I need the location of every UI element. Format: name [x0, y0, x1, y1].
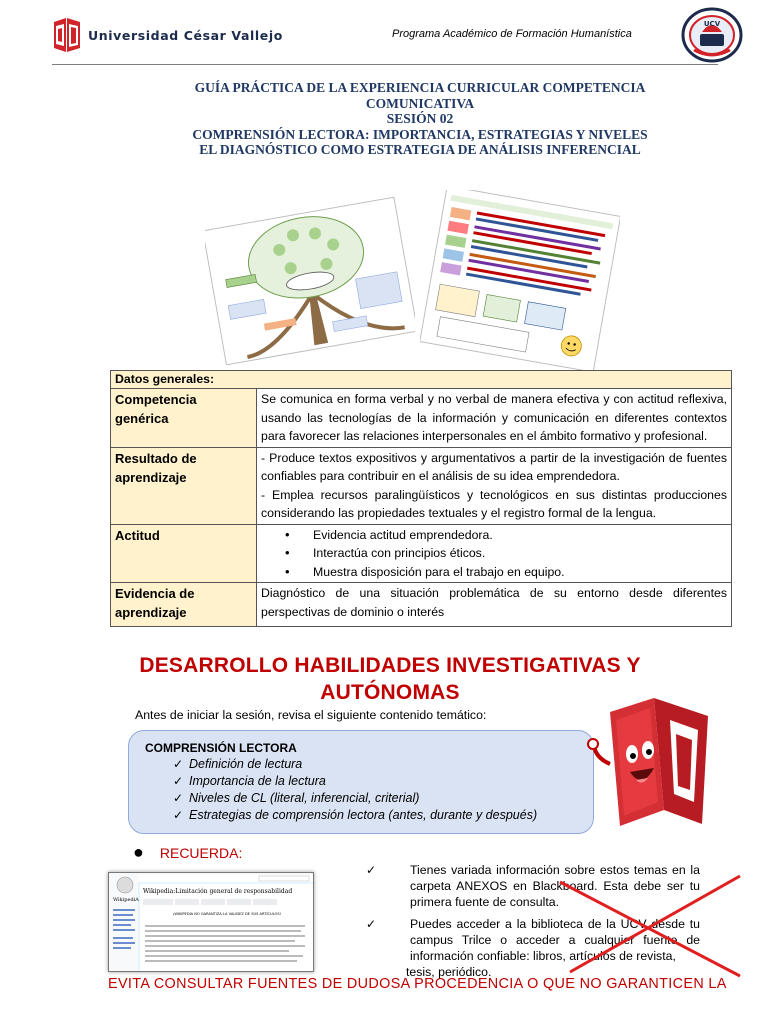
general-data-table: [110, 370, 732, 627]
tip-text-tail: tesis, periódico.: [406, 965, 492, 979]
evidencia-value: Diagnóstico de una situación problemática de su entorno desde diferentes perspectivas de dominio o interés: [257, 583, 732, 627]
remember-label: [133, 842, 242, 863]
competencia-value: Se comunica en forma verbal y no verbal de manera efectiva y con actitud reflexiva, usando las tecnologías de la información y comunicación en diferentes contextos para favorecer las relaciones interpersonales en el ámbito formativo y profesional.: [257, 389, 732, 448]
competencia-label: Competencia genérica: [111, 389, 257, 448]
topics-list: [145, 756, 577, 824]
remember-text: RECUERDA:: [159, 844, 243, 861]
svg-text:WikipediA: WikipediA: [113, 897, 139, 903]
title-topic: COMPRENSIÓN LECTORA: IMPORTANCIA, ESTRATEGIAS Y NIVELES: [192, 126, 648, 142]
title-line-1: GUÍA PRÁCTICA DE LA EXPERIENCIA CURRICULAR COMPETENCIA: [194, 80, 646, 95]
book-mascot-icon: [580, 694, 720, 834]
evidencia-label: Evidencia de aprendizaje: [111, 583, 257, 627]
topics-title: COMPRENSIÓN LECTORA: [145, 741, 297, 755]
list-item: • Evidencia actitud emprendedora.: [285, 526, 727, 545]
list-item: • Muestra disposición para el trabajo en equipo.: [285, 563, 727, 582]
list-item: • Interactúa con principios éticos.: [285, 544, 727, 563]
resultado-item-2: - Emplea recursos paralingüísticos y tecnológicos en sus distintas producciones considerando las propiedades textuales y el registro formal de la lengua.: [261, 487, 727, 520]
actitud-value: [257, 524, 732, 583]
wikipedia-screenshot: [108, 872, 314, 972]
actitud-list: [261, 526, 727, 582]
tree-diagram-illustration: [205, 195, 415, 365]
table-header: Datos generales:: [111, 371, 732, 389]
cross-out-icon: [550, 872, 750, 982]
header-divider: [52, 64, 718, 65]
tip-text: Puedes acceder a la biblioteca de la UCV desde tu campus Trilce o acceder a cualquier fuente de información confiable: libros, artículos de revista,: [410, 917, 700, 963]
tip-text: Tienes variada información sobre estos temas en la carpeta ANEXOS en Blackboard. Esta debe ser tu primera fuente de consulta.: [410, 863, 700, 909]
table-row: [111, 389, 732, 448]
bullet-icon: ●: [133, 842, 144, 862]
section-title-line-1: DESARROLLO HABILIDADES INVESTIGATIVAS Y: [139, 654, 641, 677]
ucv-logo-icon: [52, 18, 82, 52]
title-subtopic: EL DIAGNÓSTICO COMO ESTRATEGIA DE ANÁLISIS INFERENCIAL: [199, 142, 641, 157]
program-name: Programa Académico de Formación Humanística: [392, 28, 632, 40]
list-item: ✓ Estrategias de comprensión lectora (antes, durante y después): [175, 807, 577, 824]
checkmark-icon: ✓: [366, 917, 377, 931]
document-titles: [100, 80, 740, 158]
list-item: ✓ Importancia de la lectura: [175, 773, 577, 790]
page-header: [0, 0, 768, 70]
svg-text:UCV: UCV: [703, 20, 721, 28]
ucv-seal-icon: [680, 6, 744, 64]
university-name: Universidad César Vallejo: [88, 27, 283, 43]
svg-text:Wikipedia:Limitación general d: Wikipedia:Limitación general de responsabilidad: [143, 888, 293, 895]
list-item: ✓ Definición de lectura: [175, 756, 577, 773]
actitud-label: Actitud: [111, 524, 257, 583]
table-row: [111, 524, 732, 583]
topics-box: [128, 730, 594, 834]
table-row: [111, 447, 732, 524]
resultado-value: [257, 447, 732, 524]
university-logo: [52, 18, 283, 52]
intro-text: Antes de iniciar la sesión, revisa el siguiente contenido temático:: [135, 708, 487, 722]
svg-text:¡WIKIPEDIA NO GARANTIZA LA VAL: ¡WIKIPEDIA NO GARANTIZA LA VALIDEZ DE SUS ARTÍCULOS!: [172, 912, 282, 916]
title-line-2: COMUNICATIVA: [365, 95, 475, 111]
reading-strategies-illustration: [420, 190, 620, 370]
section-title-line-2: AUTÓNOMAS: [320, 681, 460, 704]
table-row: [111, 583, 732, 627]
resultado-label: Resultado de aprendizaje: [111, 447, 257, 524]
list-item: ✓ Niveles de CL (literal, inferencial, criterial): [175, 790, 577, 807]
resultado-item-1: - Produce textos expositivos y argumentativos a partir de la investigación de fuentes confiables para contribuir en el análisis de su idea emprendedora.: [261, 450, 727, 483]
checkmark-icon: ✓: [366, 863, 377, 877]
session-number: SESIÓN 02: [386, 111, 454, 126]
warning-text: EVITA CONSULTAR FUENTES DE DUDOSA PROCEDENCIA O QUE NO GARANTICEN LA: [108, 976, 727, 992]
